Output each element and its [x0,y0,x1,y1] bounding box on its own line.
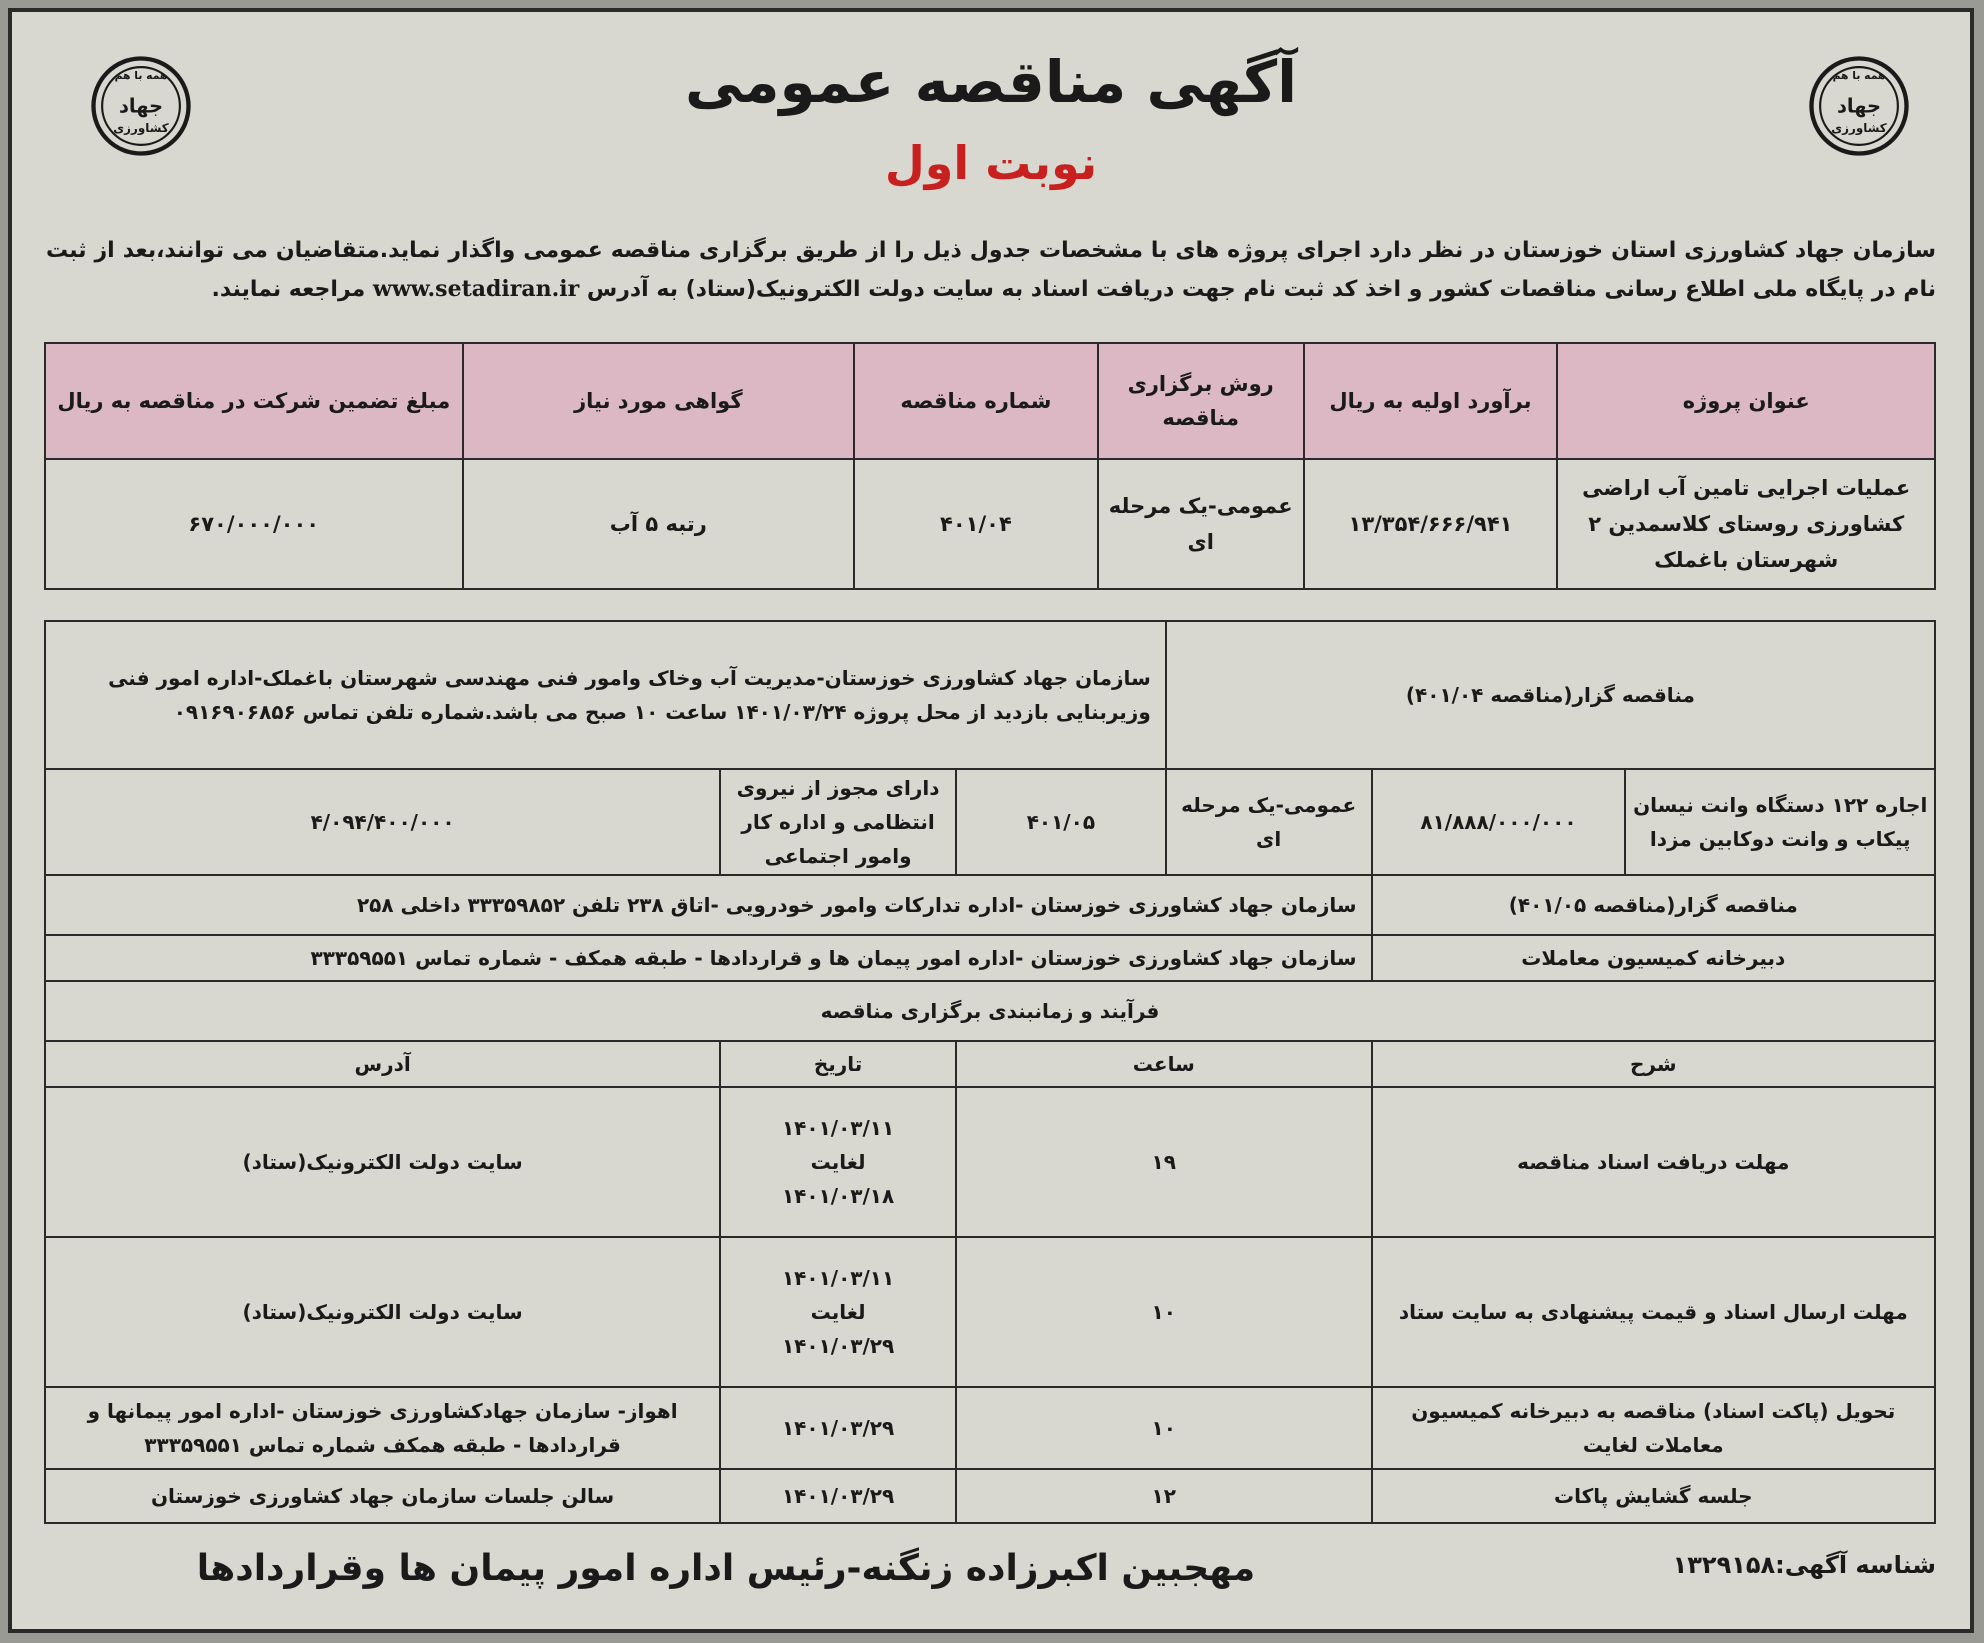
svg-text:همه با هم: همه با هم [1832,69,1886,82]
setad-url-link[interactable]: www.setadiran.ir [372,276,580,302]
project-method: عمومی-یک مرحله ای [1098,459,1304,589]
svg-text:کشاورزی: کشاورزی [113,120,169,135]
schedule-date-from: ۱۴۰۱/۰۳/۱۱ [781,1266,895,1290]
svg-text:همه با هم: همه با هم [114,69,168,82]
schedule-title: فرآیند و زمانبندی برگزاری مناقصه [45,981,1935,1041]
schedule-header [45,1041,1935,1087]
header-guarantee: مبلغ تضمین شرکت در مناقصه به ریال [45,343,463,459]
intro-text: سازمان جهاد کشاورزی استان خوزستان در نظر دارد اجرای پروژه های با مشخصات جدول ذیل را از طریق برگزاری مناقصه عمومی واگذار نماید.متقاضیان می توانند،بعد از ثبت نام در پایگاه ملی اطلاع رسانی مناقصات کشور و اخذ کد ثبت نام جهت دریافت اسناد به سایت دولت الکترونیک(ستاد) به آدرس [46,238,1936,302]
intro-text-end: مراجعه نمایند. [211,277,366,302]
schedule-date: ۱۴۰۱/۰۳/۲۹ [720,1387,956,1469]
schedule-header-date: تاریخ [720,1041,956,1087]
table-row [45,1237,1935,1387]
schedule-date-to: ۱۴۰۱/۰۳/۲۹ [781,1334,895,1358]
schedule-time: ۱۰ [956,1387,1372,1469]
project-estimate: ۱۳/۳۵۴/۶۶۶/۹۴۱ [1304,459,1558,589]
project2-title: اجاره ۱۲۲ دستگاه وانت نیسان پیکاب و وانت دوکابین مزدا [1625,769,1935,875]
schedule-time: ۱۹ [956,1087,1372,1237]
schedule-desc: مهلت دریافت اسناد مناقصه [1372,1087,1935,1237]
schedule-desc: مهلت ارسال اسناد و قیمت پیشنهادی به سایت ستاد [1372,1237,1935,1387]
header-estimate: برآورد اولیه به ریال [1304,343,1558,459]
tender-org2-value: سازمان جهاد کشاورزی خوزستان -اداره تدارکات وامور خودرویی -اتاق ۲۳۸ تلفن ۳۳۳۵۹۸۵۲ داخلی ۲۵۸ [45,875,1372,935]
schedule-date-from: ۱۴۰۱/۰۳/۱۱ [781,1116,895,1140]
schedule-header-desc: شرح [1372,1041,1935,1087]
table-row [45,935,1935,981]
intro-paragraph [46,232,1936,309]
table-row [45,875,1935,935]
svg-text:جهاد: جهاد [1836,94,1882,118]
project2-method: عمومی-یک مرحله ای [1166,769,1372,875]
schedule-date [720,1087,956,1237]
schedule-header-address: آدرس [45,1041,720,1087]
project-table [44,342,1936,590]
schedule-address: سایت دولت الکترونیک(ستاد) [45,1237,720,1387]
table-row [45,981,1935,1041]
project2-tender-number: ۴۰۱/۰۵ [956,769,1166,875]
project-certificate: رتبه ۵ آب [463,459,854,589]
svg-text:جهاد: جهاد [118,94,164,118]
table-row [45,769,1935,875]
project-table-header [45,343,1935,459]
tender-notice [8,8,1974,1633]
signature-line: مهجبین اکبرزاده زنگنه-رئیس اداره امور پیمان ها وقراردادها [196,1548,1256,1589]
table-row [45,1387,1935,1469]
schedule-date-until: لغایت [810,1300,866,1324]
project2-estimate: ۸۱/۸۸۸/۰۰۰/۰۰۰ [1372,769,1626,875]
table-row [45,1087,1935,1237]
project-guarantee: ۶۷۰/۰۰۰/۰۰۰ [45,459,463,589]
ad-id: شناسه آگهی:۱۳۲۹۱۵۸ [1672,1551,1936,1579]
schedule-time: ۱۲ [956,1469,1372,1523]
tender-org-label: مناقصه گزار(مناقصه ۴۰۱/۰۴) [1166,621,1935,769]
tender-org-value: سازمان جهاد کشاورزی خوزستان-مدیریت آب وخاک وامور فنی مهندسی شهرستان باغملک-اداره امور فنی وزیربنایی بازدید از محل پروژه ۱۴۰۱/۰۳/۲۴ ساعت ۱۰ صبح می باشد.شماره تلفن تماس ۰۹۱۶۹۰۶۸۵۶ [45,621,1166,769]
schedule-address: اهواز- سازمان جهادکشاورزی خوزستان -اداره امور پیمانها و قراردادها - طبقه همکف شماره تماس ۳۳۳۵۹۵۵۱ [45,1387,720,1469]
schedule-date: ۱۴۰۱/۰۳/۲۹ [720,1469,956,1523]
header-project-title: عنوان پروژه [1557,343,1935,459]
secretariat-value: سازمان جهاد کشاورزی خوزستان -اداره امور پیمان ها و قراردادها - طبقه همکف - شماره تماس ۳۳۳۵۹۵۵۱ [45,935,1372,981]
schedule-date-until: لغایت [810,1150,866,1174]
project2-certificate: دارای مجوز از نیروی انتظامی و اداره کار وامور اجتماعی [720,769,956,875]
schedule-address: سایت دولت الکترونیک(ستاد) [45,1087,720,1237]
schedule-date [720,1237,956,1387]
table-row [45,621,1935,769]
header-tender-number: شماره مناقصه [854,343,1098,459]
header-method: روش برگزاری مناقصه [1098,343,1304,459]
tender-org2-label: مناقصه گزار(مناقصه ۴۰۱/۰۵) [1372,875,1935,935]
details-table [44,620,1936,1524]
notice-round: نوبت اول [884,136,1098,190]
secretariat-label: دبیرخانه کمیسیون معاملات [1372,935,1935,981]
schedule-time: ۱۰ [956,1237,1372,1387]
table-row [45,1469,1935,1523]
notice-title: آگهی مناقصه عمومی [684,48,1298,116]
schedule-address: سالن جلسات سازمان جهاد کشاورزی خوزستان [45,1469,720,1523]
schedule-header-time: ساعت [956,1041,1372,1087]
schedule-desc: جلسه گشایش پاکات [1372,1469,1935,1523]
project2-guarantee: ۴/۰۹۴/۴۰۰/۰۰۰ [45,769,720,875]
table-row [45,459,1935,589]
schedule-date-to: ۱۴۰۱/۰۳/۱۸ [781,1184,895,1208]
project-title: عملیات اجرایی تامین آب اراضی کشاورزی روستای کلاسمدین ۲ شهرستان باغملک [1557,459,1935,589]
schedule-desc: تحویل (پاکت اسناد) مناقصه به دبیرخانه کمیسیون معاملات لغایت [1372,1387,1935,1469]
project-tender-number: ۴۰۱/۰۴ [854,459,1098,589]
svg-text:کشاورزی: کشاورزی [1831,120,1887,135]
header-certificate: گواهی مورد نیاز [463,343,854,459]
